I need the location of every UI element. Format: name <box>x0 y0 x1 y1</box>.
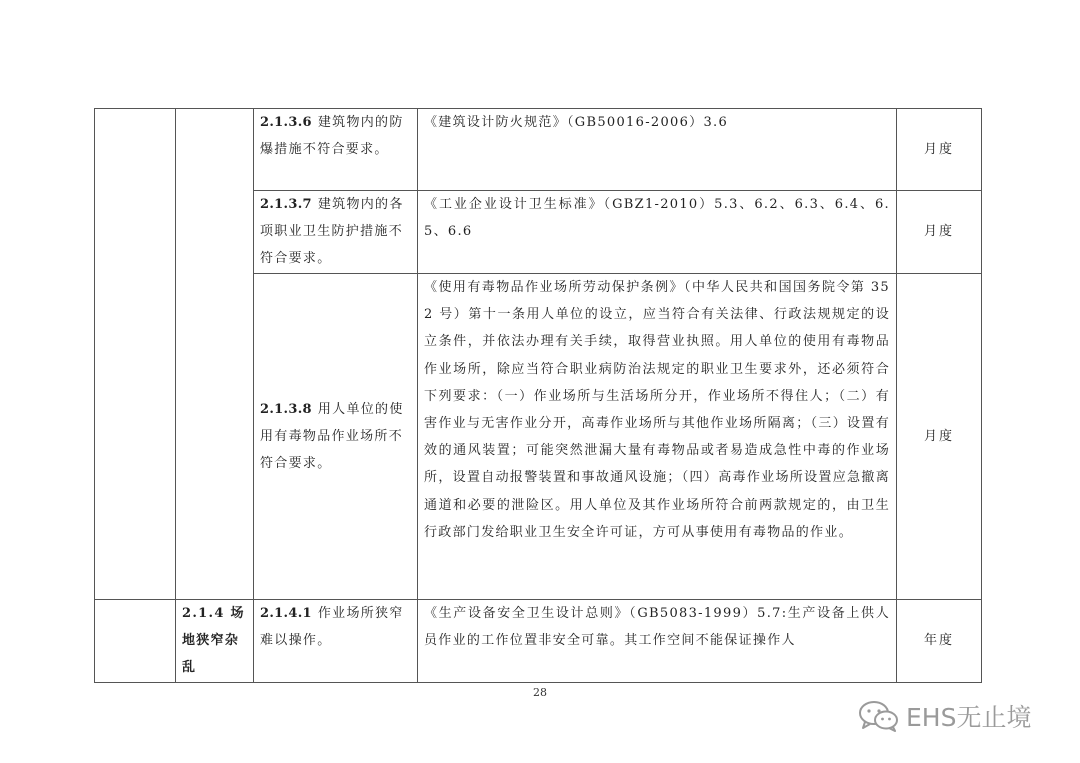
frequency-cell: 月度 <box>897 109 982 191</box>
watermark <box>858 698 1031 734</box>
frequency-cell: 月度 <box>897 274 982 600</box>
wechat-icon <box>858 699 900 733</box>
basis-cell: 《使用有毒物品作业场所劳动保护条例》（中华人民共和国国务院令第 352 号）第十一条用人单位的设立，应当符合有关法律、行政法规规定的设立条件，并依法办理有关手续，取得营业执照。用人单位的使用有毒物品作业场所，除应当符合职业病防治法规定的职业卫生要求外，还必须符合下列要求：（一）作业场所与生活场所分开，作业场所不得住人；（二）有害作业与无害作业分开，高毒作业场所与其他作业场所隔离；（三）设置有效的通风装置；可能突然泄漏大量有毒物品或者易造成急性中毒的作业场所，设置自动报警装置和事故通风设施；（四）高毒作业场所设置应急撤离通道和必要的泄险区。用人单位及其作业场所符合前两款规定的，由卫生行政部门发给职业卫生安全许可证，方可从事使用有毒物品的作业。 <box>418 274 897 600</box>
table-row <box>95 600 982 683</box>
item-cell <box>254 274 418 600</box>
section-cell <box>95 600 176 683</box>
category-cell <box>176 109 254 600</box>
item-code: 2.1.3.8 <box>260 401 312 417</box>
basis-cell: 《生产设备安全卫生设计总则》（GB5083-1999）5.7:生产设备上供人员作业的工作位置非安全可靠。其工作空间不能保证操作人 <box>418 600 897 683</box>
frequency-cell: 月度 <box>897 191 982 274</box>
frequency-cell: 年度 <box>897 600 982 683</box>
item-code: 2.1.3.7 <box>260 197 312 212</box>
page-number: 28 <box>533 686 547 699</box>
item-cell <box>254 600 418 683</box>
item-text: 作业场所狭窄难以操作。 <box>260 606 404 649</box>
category-cell <box>176 600 254 683</box>
item-text: 建筑物内的防爆措施不符合要求。 <box>260 115 404 158</box>
item-cell <box>254 191 418 274</box>
category-text: 2.1.4 场地狭窄杂乱 <box>182 606 245 676</box>
section-cell <box>95 109 176 600</box>
basis-cell: 《建筑设计防火规范》（GB50016-2006）3.6 <box>418 109 897 191</box>
item-text: 用人单位的使用有毒物品作业场所不符合要求。 <box>260 401 404 472</box>
item-code: 2.1.3.6 <box>260 115 312 130</box>
item-code: 2.1.4.1 <box>260 606 312 621</box>
inspection-table <box>94 108 982 683</box>
watermark-text: EHS无止境 <box>906 703 1032 732</box>
item-text: 建筑物内的各项职业卫生防护措施不符合要求。 <box>260 197 404 267</box>
table-row <box>95 109 982 191</box>
basis-cell: 《工业企业设计卫生标准》（GBZ1-2010）5.3、6.2、6.3、6.4、6.5、6.6 <box>418 191 897 274</box>
item-cell <box>254 109 418 191</box>
